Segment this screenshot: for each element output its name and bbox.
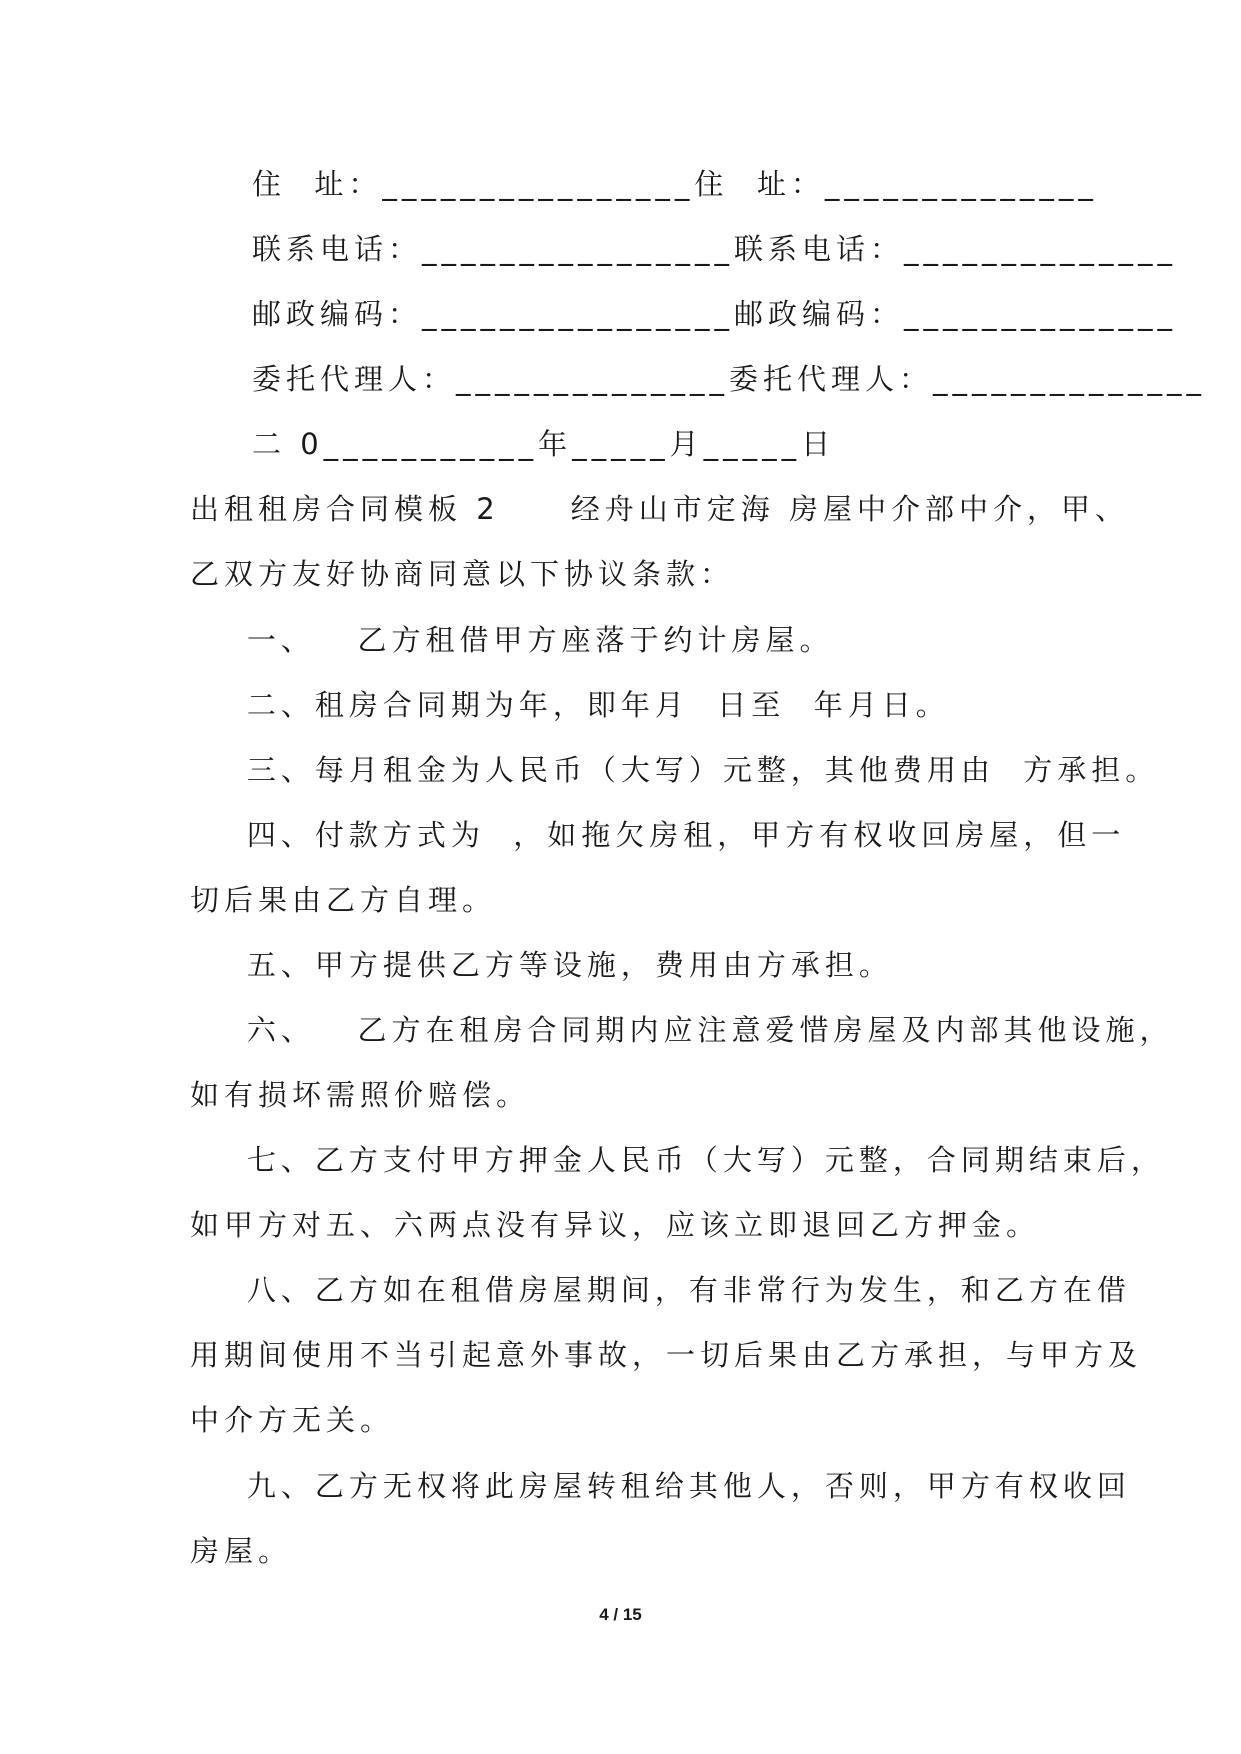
clause-line: 一、 乙方租借甲方座落于约计房屋。 bbox=[190, 623, 834, 657]
clause-line: 中介方无关。 bbox=[190, 1403, 395, 1437]
contract-intro-line: 乙双方友好协商同意以下协议条款： bbox=[190, 557, 735, 591]
clause-line: 如甲方对五、六两点没有异议，应该立即退回乙方押金。 bbox=[190, 1208, 1041, 1242]
clause-line: 用期间使用不当引起意外事故，一切后果由乙方承担，与甲方及 bbox=[190, 1338, 1143, 1372]
clause-line: 九、乙方无权将此房屋转租给其他人，否则，甲方有权收回 bbox=[190, 1469, 1131, 1503]
clause-line: 二、租房合同期为年，即年月 日至 年月日。 bbox=[190, 688, 950, 722]
contract-intro-line: 出租租房合同模板 2 经舟山市定海 房屋中介部中介，甲、 bbox=[190, 492, 1129, 526]
clause-line: 八、乙方如在租借房屋期间，有非常行为发生，和乙方在借 bbox=[190, 1273, 1131, 1307]
clause-line: 四、付款方式为 ，如拖欠房租，甲方有权收回房屋，但一 bbox=[190, 818, 1126, 852]
date-line: 二 0___________年_____月_____日 bbox=[252, 427, 836, 461]
agent-line: 委托代理人：______________委托代理人：______________ bbox=[252, 362, 1207, 396]
phone-line: 联系电话：________________联系电话：______________ bbox=[252, 232, 1178, 266]
page-number: 4 / 15 bbox=[599, 1605, 642, 1624]
clause-line: 六、 乙方在租房合同期内应注意爱惜房屋及内部其他设施， bbox=[190, 1013, 1174, 1047]
clause-line: 五、甲方提供乙方等设施，费用由方承担。 bbox=[190, 948, 893, 982]
address-line: 住 址：________________住 址：______________ bbox=[252, 167, 1098, 201]
clause-line: 如有损坏需照价赔偿。 bbox=[190, 1078, 531, 1112]
clause-line: 三、每月租金为人民币（大写）元整，其他费用由 方承担。 bbox=[190, 753, 1160, 787]
clause-line: 七、乙方支付甲方押金人民币（大写）元整，合同期结束后， bbox=[190, 1143, 1165, 1177]
clause-line: 房屋。 bbox=[190, 1534, 293, 1568]
clause-line: 切后果由乙方自理。 bbox=[190, 883, 497, 917]
postal-code-line: 邮政编码：________________邮政编码：______________ bbox=[252, 297, 1178, 331]
